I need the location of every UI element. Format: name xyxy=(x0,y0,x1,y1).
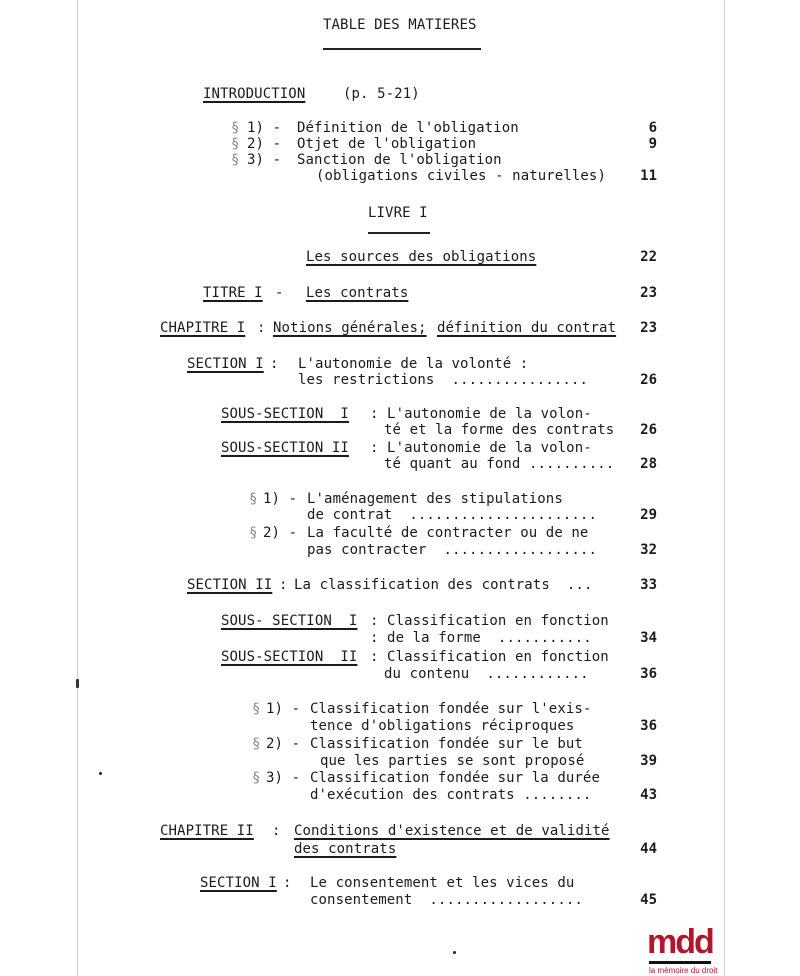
item-number: 2) - xyxy=(263,525,298,541)
entry-label: SECTION I xyxy=(187,356,264,372)
entry-label: SOUS-SECTION I xyxy=(221,406,349,422)
page-number: 23 xyxy=(640,320,657,336)
entry-separator: - xyxy=(275,285,284,301)
item-text: Sanction de l'obligation xyxy=(297,152,502,168)
logo-mark: mdd xyxy=(647,923,713,961)
section-sign-icon: § xyxy=(252,770,261,786)
entry-text: pas contracter .................. xyxy=(307,542,597,558)
entry-text: : Classification en fonction xyxy=(370,613,609,629)
page-number: 33 xyxy=(640,577,657,593)
speck xyxy=(453,951,456,954)
item-number: 1) - xyxy=(266,701,301,717)
page-number: 36 xyxy=(640,718,657,734)
entry-label: SECTION II xyxy=(187,577,273,593)
margin-mark xyxy=(76,679,79,688)
entry-text: Classification fondée sur la durée xyxy=(310,770,600,786)
section-sign-icon: § xyxy=(252,701,261,717)
page-number: 22 xyxy=(640,249,657,265)
page-number: 26 xyxy=(640,422,657,438)
entry-text: : L'autonomie de la volon- xyxy=(370,440,592,456)
entry-text: : de la forme ........... xyxy=(370,630,592,646)
section-sign-icon: § xyxy=(252,736,261,752)
entry-separator: : xyxy=(279,577,288,593)
entry-separator: : xyxy=(257,320,266,336)
page-edge-right xyxy=(724,0,725,976)
entry-label: SOUS- SECTION I xyxy=(221,613,358,629)
item-number: 2) - xyxy=(247,136,282,152)
entry-text: Les sources des obligations xyxy=(306,249,537,265)
intro-range: (p. 5-21) xyxy=(343,86,420,102)
page-number: 23 xyxy=(640,285,657,301)
entry-text: du contenu ............ xyxy=(384,666,589,682)
entry-label: CHAPITRE I xyxy=(160,320,246,336)
entry-text: tence d'obligations réciproques xyxy=(310,718,575,734)
page-number: 26 xyxy=(640,372,657,388)
entry-text: des contrats xyxy=(294,841,397,857)
entry-text: Classification fondée sur l'exis- xyxy=(310,701,592,717)
entry-text: L'autonomie de la volonté : xyxy=(298,356,529,372)
section-sign-icon: § xyxy=(249,525,258,541)
page-number: 36 xyxy=(640,666,657,682)
page-number: 9 xyxy=(648,136,657,152)
item-number: 2) - xyxy=(266,736,301,752)
section-sign-icon: § xyxy=(231,120,240,136)
entry-label: CHAPITRE II xyxy=(160,823,254,839)
item-number: 3) - xyxy=(266,770,301,786)
entry-label: TITRE I xyxy=(203,285,263,301)
page-number: 39 xyxy=(640,753,657,769)
entry-text: : Classification en fonction xyxy=(370,649,609,665)
section-sign-icon: § xyxy=(231,152,240,168)
entry-text: Les contrats xyxy=(306,285,409,301)
title-rule xyxy=(323,48,481,50)
page-number: 11 xyxy=(640,168,657,184)
page-number: 44 xyxy=(640,841,657,857)
entry-text: La classification des contrats ... xyxy=(294,577,593,593)
item-text-continued: (obligations civiles - naturelles) xyxy=(316,168,606,184)
entry-separator: : xyxy=(283,875,292,891)
entry-text: que les parties se sont proposé xyxy=(320,753,585,769)
entry-text: d'exécution des contrats ........ xyxy=(310,787,592,803)
entry-text: définition du contrat xyxy=(437,320,617,336)
section-sign-icon: § xyxy=(231,136,240,152)
entry-text: Conditions d'existence et de validité xyxy=(294,823,610,839)
entry-text: La faculté de contracter ou de ne xyxy=(307,525,589,541)
page-number: 45 xyxy=(640,892,657,908)
entry-text: de contrat ...................... xyxy=(307,507,597,523)
mdd-logo xyxy=(647,925,747,975)
entry-text: Notions générales; xyxy=(273,320,427,336)
page-number: 32 xyxy=(640,542,657,558)
page-edge-left xyxy=(77,0,78,976)
page-title: TABLE DES MATIERES xyxy=(323,17,477,33)
logo-bar xyxy=(649,961,711,964)
livre-rule xyxy=(368,232,430,234)
section-sign-icon: § xyxy=(249,491,258,507)
page-number: 6 xyxy=(648,120,657,136)
entry-label: SOUS-SECTION II xyxy=(221,440,349,456)
item-number: 3) - xyxy=(247,152,282,168)
entry-text: Le consentement et les vices du xyxy=(310,875,575,891)
entry-label: SECTION I xyxy=(200,875,277,891)
entry-text: les restrictions ................ xyxy=(298,372,588,388)
page-number: 29 xyxy=(640,507,657,523)
entry-label: SOUS-SECTION II xyxy=(221,649,358,665)
page-number: 34 xyxy=(640,630,657,646)
intro-label: INTRODUCTION xyxy=(203,86,306,102)
item-text: Otjet de l'obligation xyxy=(297,136,477,152)
logo-tagline: la mémoire du droit xyxy=(649,966,718,975)
item-number: 1) - xyxy=(247,120,282,136)
entry-separator: : xyxy=(270,356,279,372)
entry-text: L'aménagement des stipulations xyxy=(307,491,563,507)
page-number: 28 xyxy=(640,456,657,472)
entry-text: consentement .................. xyxy=(310,892,583,908)
entry-text: : L'autonomie de la volon- xyxy=(370,406,592,422)
item-text: Définition de l'obligation xyxy=(297,120,519,136)
item-number: 1) - xyxy=(263,491,298,507)
entry-text: Classification fondée sur le but xyxy=(310,736,583,752)
entry-text: té et la forme des contrats xyxy=(384,422,615,438)
speck xyxy=(99,772,102,775)
page-number: 43 xyxy=(640,787,657,803)
entry-text: té quant au fond .......... xyxy=(384,456,615,472)
entry-separator: : xyxy=(272,823,281,839)
livre-heading: LIVRE I xyxy=(368,205,428,221)
